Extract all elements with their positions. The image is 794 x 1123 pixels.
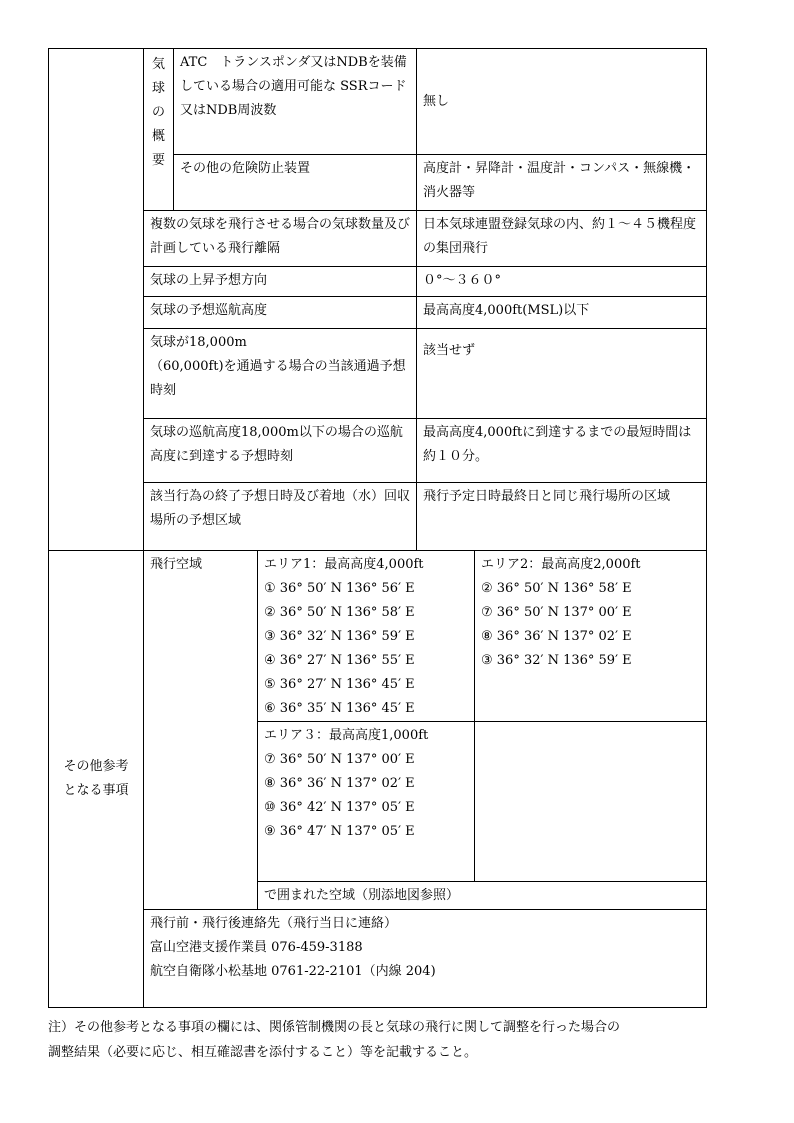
coord-line: ② 36° 50′ N 136° 58′ E [264,605,415,620]
row-value: 最高高度4,000ft(MSL)以下 [417,297,707,329]
coord-line: ⑩ 36° 42′ N 137° 05′ E [264,800,415,815]
enclosed-airspace-note: で囲まれた空域（別添地図参照） [258,882,707,910]
contact-cell [144,910,707,1008]
balloon-overview-label [144,49,174,211]
contact-line: 富山空港支援作業員 076-459-3188 [150,940,363,955]
row-value: ０°～３６０° [417,267,707,297]
coord-line: ⑧ 36° 36′ N 137° 02′ E [481,629,632,644]
coord-line: ② 36° 50′ N 136° 58′ E [481,581,632,596]
coord-line: ③ 36° 32′ N 136° 59′ E [481,653,632,668]
area3-title: エリア３：最高高度1,000ft [264,728,429,743]
row-label: 気球の上昇予想方向 [144,267,417,297]
empty-cell [475,722,707,882]
row-label: 複数の気球を飛行させる場合の気球数量及び計画している飛行離隔 [144,211,417,267]
vertical-char: の [151,105,165,120]
other-label-line: となる事項 [63,783,129,798]
footnote [48,1015,708,1065]
safety-value: 高度計・昇降計・温度計・コンパス・無線機・消火器等 [417,155,707,211]
row-label [144,329,417,419]
vertical-char: 気 [151,57,165,72]
row-label: 気球の予想巡航高度 [144,297,417,329]
row-label-line: （60,000ft)を通過する場合の当該通過予想時刻 [150,359,406,398]
coord-line: ④ 36° 27′ N 136° 55′ E [264,653,415,668]
transponder-value: 無し [417,49,707,155]
row-value: 該当せず [417,329,707,419]
footnote-line: 調整結果（必要に応じ、相互確認書を添付すること）等を記載すること。 [48,1045,478,1060]
blank-left-cell [49,49,144,551]
row-label-line: 気球が18,000m [150,335,247,350]
row-value: 飛行予定日時最終日と同じ飛行場所の区域 [417,483,707,551]
area2-cell [475,551,707,722]
contact-line: 航空自衛隊小松基地 0761-22-2101（内線 204) [150,964,436,979]
other-label-line: その他参考 [63,759,129,774]
coord-line: ⑥ 36° 35′ N 136° 45′ E [264,701,415,716]
coord-line: ⑧ 36° 36′ N 137° 02′ E [264,776,415,791]
area1-cell [258,551,475,722]
area3-cell [258,722,475,882]
other-section-label [49,551,144,1008]
area1-title: エリア1：最高高度4,000ft [264,557,424,572]
area2-title: エリア2：最高高度2,000ft [481,557,641,572]
row-label: 該当行為の終了予想日時及び着地（水）回収場所の予想区域 [144,483,417,551]
vertical-char: 要 [151,153,165,168]
contact-line: 飛行前・飛行後連絡先（飛行当日に連絡） [150,916,398,931]
row-label: 気球の巡航高度18,000m以下の場合の巡航高度に到達する予想時刻 [144,419,417,483]
row-value: 最高高度4,000ftに到達するまでの最短時間は約１０分。 [417,419,707,483]
coord-line: ⑨ 36° 47′ N 137° 05′ E [264,824,415,839]
airspace-label: 飛行空域 [144,551,258,910]
vertical-char: 球 [151,81,165,96]
transponder-label: ATC トランスポンダ又はNDBを装備している場合の適用可能な SSRコード又はNDB周波数 [174,49,417,155]
flight-plan-table [48,48,707,1008]
row-value: 日本気球連盟登録気球の内、約１～４５機程度の集団飛行 [417,211,707,267]
coord-line: ③ 36° 32′ N 136° 59′ E [264,629,415,644]
vertical-char: 概 [151,129,165,144]
coord-line: ① 36° 50′ N 136° 56′ E [264,581,415,596]
footnote-line: 注）その他参考となる事項の欄には、関係管制機関の長と気球の飛行に関して調整を行った場合の [48,1020,621,1035]
coord-line: ⑤ 36° 27′ N 136° 45′ E [264,677,415,692]
safety-label: その他の危険防止装置 [174,155,417,211]
coord-line: ⑦ 36° 50′ N 137° 00′ E [264,752,415,767]
coord-line: ⑦ 36° 50′ N 137° 00′ E [481,605,632,620]
